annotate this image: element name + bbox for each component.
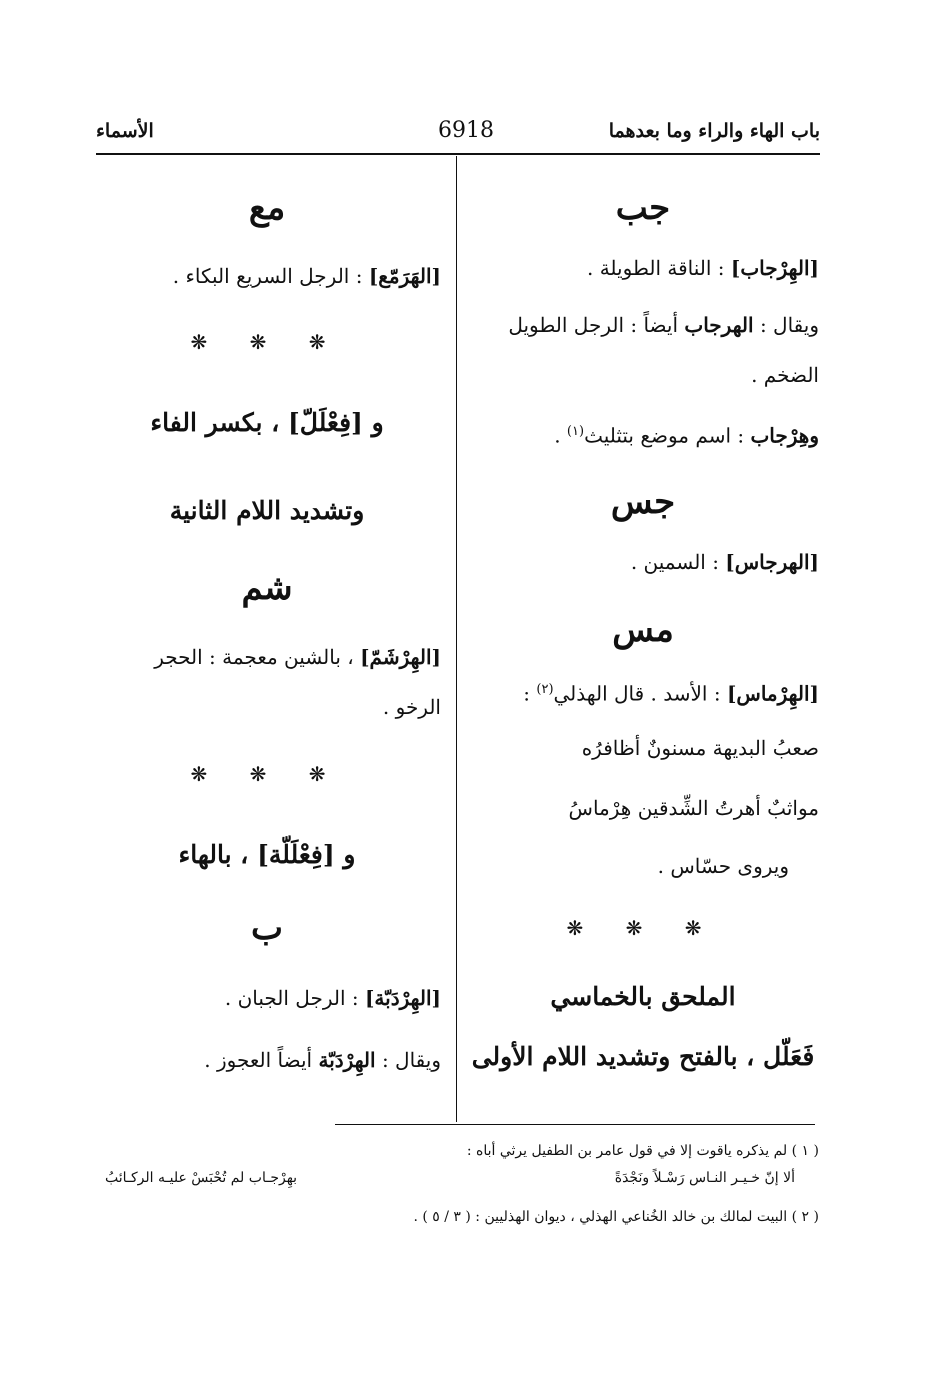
page-number: 6918 <box>438 118 494 143</box>
header-rule <box>96 153 820 155</box>
headword: [الهِرْشَمّ] <box>360 645 441 669</box>
entry <box>93 632 441 732</box>
section-heading: و [فِعْلَلّة] ، بالهاء <box>178 840 356 869</box>
headword: [الهرجاس] <box>725 550 819 574</box>
headword: [الهِرْماس] <box>726 681 819 706</box>
section-heading: و [فِعْلَلّ] ، بكسر الفاء <box>150 408 384 437</box>
definition: : اسم موضع بتثليث <box>584 423 745 448</box>
definition-continued: الرخو . <box>382 695 441 719</box>
entry <box>93 250 441 302</box>
headword: الهِرْدَبّة <box>318 1048 376 1072</box>
headword: [الهِرْجاب] <box>730 256 819 280</box>
entry-prefix: ويقال : <box>759 313 819 337</box>
headword: [الهَرَمّع] <box>368 264 441 288</box>
root-heading: مع <box>248 188 286 228</box>
chapter-title: باب الهاء والراء وما بعدهما <box>608 120 820 142</box>
column-divider <box>456 156 457 1122</box>
verse-line: صعبُ البديهة مسنونٌ أظافرُه <box>581 736 819 760</box>
section-heading: فَعَلّل ، بالفتح وتشديد اللام الأولى <box>471 1042 815 1071</box>
footnote-ref: (٢) <box>536 682 554 697</box>
footnote-2: ( ٢ ) البيت لمالك بن خالد الخُناعي الهذلي ، ديوان الهذليين : ( ٣ / ٥ ) . <box>413 1209 819 1225</box>
entry <box>467 406 819 462</box>
entry <box>93 972 441 1024</box>
footnote-ref: (١) <box>566 424 585 439</box>
page-header <box>96 110 820 154</box>
separator-stars: ❋ ❋ ❋ <box>190 330 344 354</box>
verse-hemistich-1: ألا إنّ خـيـر النـاس رَسْـلاً ونَجْدَةً <box>614 1170 795 1186</box>
section-title: الأسماء <box>96 120 154 142</box>
headword: وهِرْجاب <box>750 423 819 448</box>
definition: : الأسد . قال الهذلي <box>553 681 721 706</box>
definition: ، بالشين معجمة : الحجر <box>154 645 354 669</box>
definition: : السمين . <box>630 550 719 574</box>
verse-hemistich-2: بهِرْجـاب لم تُحْبَسْ عليـه الركـائبُ <box>105 1170 298 1186</box>
entry <box>467 300 819 400</box>
punctuation: . <box>554 423 561 448</box>
footnote-rule <box>335 1124 815 1125</box>
entry <box>93 1034 441 1086</box>
root-heading: جس <box>610 482 676 522</box>
section-heading: وتشديد اللام الثانية <box>169 496 365 525</box>
separator-stars: ❋ ❋ ❋ <box>566 916 720 940</box>
definition: أيضاً : الرجل الطويل <box>508 313 679 337</box>
entry <box>467 664 819 720</box>
definition: : الرجل السريع البكاء . <box>172 264 363 288</box>
root-heading: شم <box>241 568 293 608</box>
definition: : الرجل الجبان . <box>224 986 359 1010</box>
definition: : الناقة الطويلة . <box>586 256 725 280</box>
headword: [الهِرْدَبّة] <box>364 986 441 1010</box>
definition-continued: الضخم . <box>751 363 819 387</box>
footnote-1: ( ١ ) لم يذكره ياقوت إلا في قول عامر بن الطفيل يرثي أباه : <box>466 1143 819 1159</box>
punctuation: : <box>523 681 531 706</box>
root-heading: جب <box>615 188 671 228</box>
entry-prefix: ويقال : <box>381 1048 441 1072</box>
root-heading: ب <box>250 908 283 948</box>
verse-line: مواثبٌ أهرتُ الشِّدقين هِرْماسُ <box>568 796 819 820</box>
definition: أيضاً العجوز . <box>204 1048 313 1072</box>
headword: الهرجاب <box>684 313 754 337</box>
entry <box>467 242 819 294</box>
root-heading: مس <box>612 610 674 650</box>
variant-note: ويروى حسّاس . <box>657 854 789 878</box>
section-heading: الملحق بالخماسي <box>550 982 736 1011</box>
separator-stars: ❋ ❋ ❋ <box>190 762 344 786</box>
entry <box>467 536 819 588</box>
